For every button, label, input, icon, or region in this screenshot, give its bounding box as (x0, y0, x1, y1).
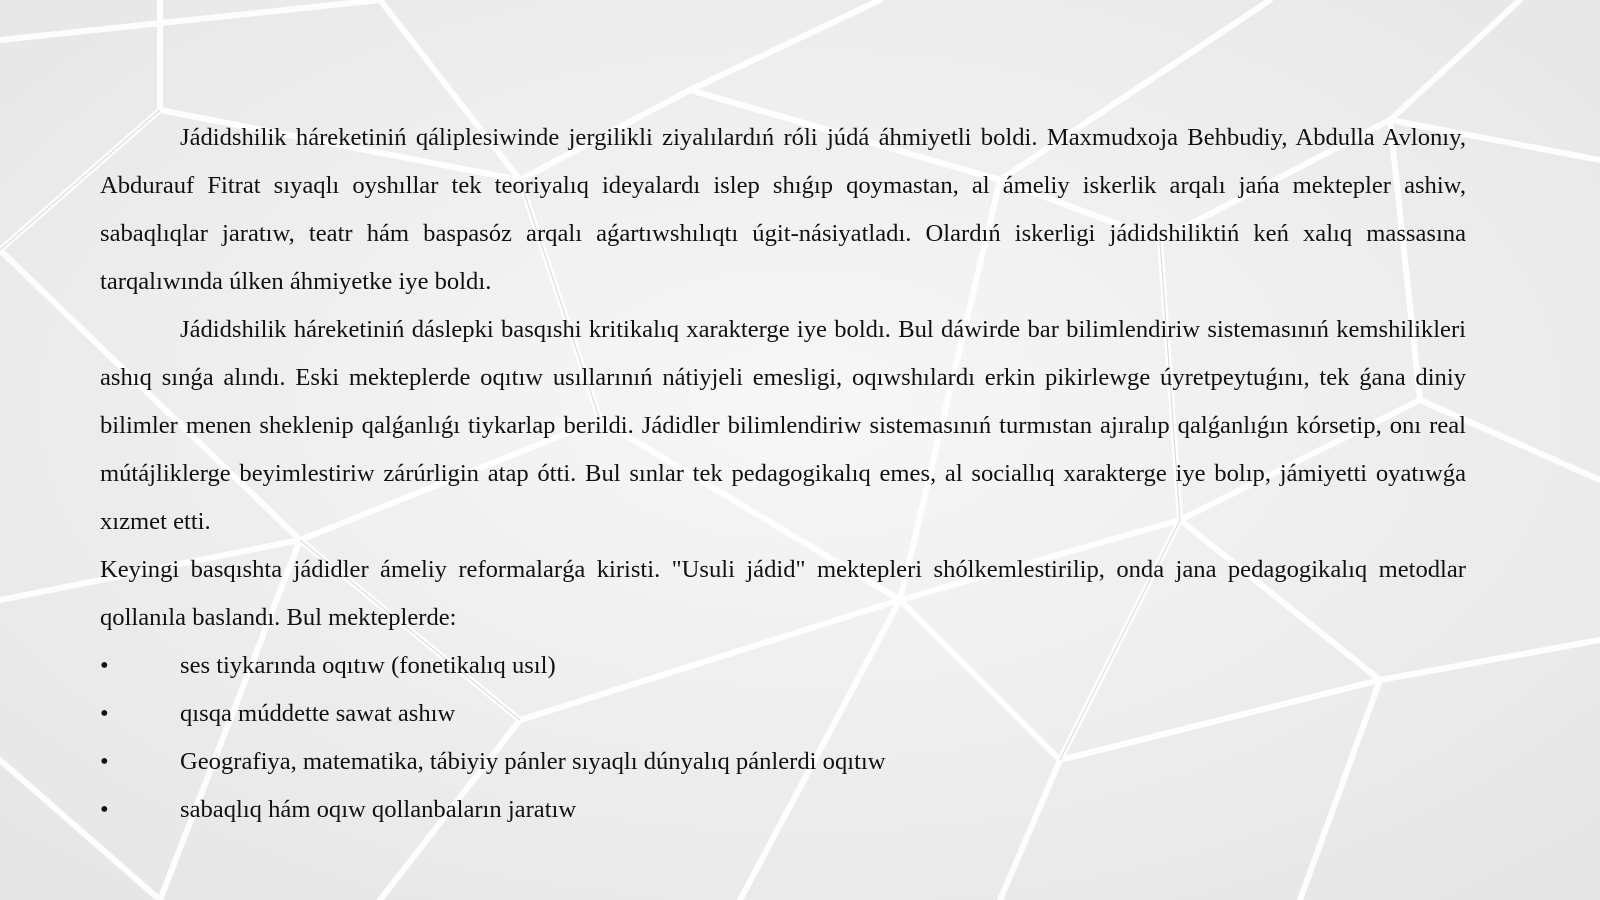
paragraph-2: Jádidshilik háreketiniń dáslepki basqıshi kritikalıq xarakterge iye boldı. Bul dáwirde bar bilimlendiriw sistemasınıń kemshilikleri ashıq sınǵa alındı. Eski mekteplerde oqıtıw usıllarınıń nátiyjeli emesligi, oqıwshılardı erkin pikirlewge úyretpeytuǵını, tek ǵana diniy bilimler menen sheklenip qalǵanlıǵı tiykarlap berildi. Jádidler bilimlendiriw sistemasınıń turmıstan ajıralıp qalǵanlıǵın kórsetip, onı real mútájliklerge beyimlestiriw zárúrligin atap ótti. Bul sınlar tek pedagogikalıq emes, al sociallıq xarakterge iye bolıp, jámiyetti oyatıwǵa xızmet etti. (100, 316, 1466, 535)
bullet-icon: • (100, 700, 109, 727)
bullet-item (100, 786, 1466, 834)
bullet-icon: • (100, 796, 109, 823)
bullet-icon: • (100, 748, 109, 775)
slide-body (100, 114, 1466, 834)
bullet-text: sabaqlıq hám oqıw qollanbaların jaratıw (180, 796, 577, 823)
bullet-icon: • (100, 652, 109, 679)
bullet-list (100, 642, 1466, 834)
bullet-text: qısqa múddette sawat ashıw (180, 700, 456, 727)
bullet-text: Geografiya, matematika, tábiyiy pánler sıyaqlı dúnyalıq pánlerdi oqıtıw (180, 748, 886, 775)
paragraph-3: Keyingi basqıshta jádidler ámeliy reformalarǵa kiristi. "Usuli jádid" mektepleri shólkemlestirilip, onda jana pedagogikalıq metodlar qollanıla baslandı. Bul mekteplerde: (100, 556, 1466, 631)
bullet-item (100, 642, 1466, 690)
bullet-item (100, 690, 1466, 738)
bullet-text: ses tiykarında oqıtıw (fonetikalıq usıl) (180, 652, 556, 679)
paragraph-1: Jádidshilik háreketiniń qáliplesiwinde jergilikli ziyalılardıń róli júdá áhmiyetli boldi. Maxmudxoja Behbudiy, Abdulla Avlonıy, Abdurauf Fitrat sıyaqlı oyshıllar tek teoriyalıq ideyalardı islep shıǵıp qoymastan, al ámeliy iskerlik arqalı jańa mektepler ashiw, sabaqlıqlar jaratıw, teatr hám baspasóz arqalı aǵartıwshılıqtı úgit-násiyatladı. Olardıń iskerligi jádidshiliktiń keń xalıq massasına tarqalıwında úlken áhmiyetke iye boldı. (100, 124, 1466, 295)
bullet-item (100, 738, 1466, 786)
